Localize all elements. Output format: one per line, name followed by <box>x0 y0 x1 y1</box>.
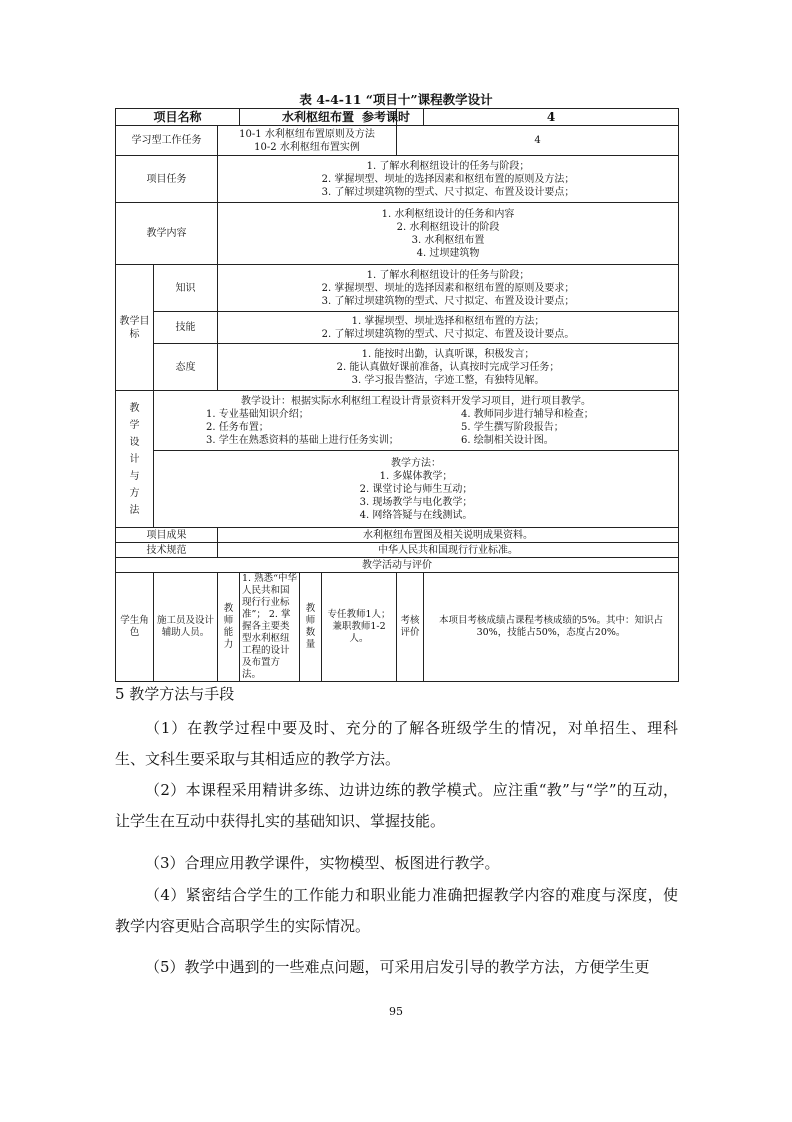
knowledge-item: 2. 掌握坝型、坝址的选择因素和枢纽布置的原则及要求； <box>321 282 575 294</box>
activity-title-row <box>116 558 679 573</box>
skill-item: 2. 了解过坝建筑物的型式、尺寸拟定、布置及设计要点。 <box>321 328 575 340</box>
design-cell <box>154 391 679 451</box>
standards-label: 技术规范 <box>116 543 218 558</box>
design-step: 5. 学生撰写阶段报告； <box>461 421 564 433</box>
section-title: 5 教学方法与手段 <box>115 685 235 703</box>
methods-title: 教学方法： <box>391 457 441 469</box>
teaching-content-label: 教学内容 <box>116 203 218 265</box>
design-row <box>116 391 679 451</box>
project-task-row <box>116 156 679 203</box>
attitude-item: 2. 能认真做好课前准备，认真按时完成学习任务； <box>336 361 560 373</box>
skill-row <box>116 312 679 344</box>
paragraph-2: （2）本课程采用精讲多练、边讲边练的教学模式。应注重“教”与“学”的互动，让学生在互动中获得扎实的基础知识、掌握技能。 <box>115 781 678 830</box>
hours-label: 参考课时 <box>397 109 424 126</box>
method-item: 1. 多媒体教学； <box>379 470 453 482</box>
method-item: 2. 课堂讨论与师生互动； <box>359 483 473 495</box>
methods-row <box>116 451 679 528</box>
project-name-value: 水利枢纽布置 <box>240 109 397 126</box>
paragraph-1: （1）在教学过程中要及时、充分的了解各班级学生的情况，对单招生、理科生、文科生要采取与其相适应的教学方法。 <box>115 719 678 768</box>
teaching-content-row <box>116 203 679 265</box>
design-step: 6. 绘制相关设计图。 <box>461 434 554 446</box>
project-name-label: 项目名称 <box>116 109 240 126</box>
design-method-label: 教学设计与方法 <box>116 391 154 528</box>
work-task-item: 10-2 水利枢纽布置实例 <box>254 141 360 153</box>
page-number: 95 <box>389 1005 403 1018</box>
attitude-list <box>218 344 679 391</box>
knowledge-row <box>116 265 679 312</box>
attitude-row <box>116 344 679 391</box>
work-task-item: 10-1 水利枢纽布置原则及方法 <box>239 128 375 140</box>
results-value: 水利枢纽布置图及相关说明成果资料。 <box>218 528 679 543</box>
work-tasks-list <box>218 126 397 156</box>
content-item: 1. 水利枢纽设计的任务和内容 <box>381 208 515 220</box>
paragraph-4: （4）紧密结合学生的工作能力和职业能力准确把握教学内容的难度与深度，使教学内容更贴合高职学生的实际情况。 <box>115 886 678 935</box>
paragraph-5: （5）教学中遇到的一些难点问题，可采用启发引导的教学方法，方便学生更 <box>145 958 650 976</box>
knowledge-list <box>218 265 679 312</box>
knowledge-item: 3. 了解过坝建筑物的型式、尺寸拟定、布置及设计要点； <box>321 295 575 307</box>
design-steps <box>156 408 676 447</box>
student-role-label: 学生角色 <box>116 573 154 682</box>
results-row <box>116 528 679 543</box>
design-step: 4. 教师同步进行辅导和检查； <box>461 408 594 420</box>
content-item: 2. 水利枢纽设计的阶段 <box>396 221 500 233</box>
attitude-item: 3. 学习报告整洁，字迹工整，有独特见解。 <box>351 374 545 386</box>
content-item: 4. 过坝建筑物 <box>416 247 480 259</box>
standards-row <box>116 543 679 558</box>
work-tasks-row <box>116 126 679 156</box>
knowledge-label: 知识 <box>154 265 218 312</box>
content-item: 3. 水利枢纽布置 <box>411 234 485 246</box>
table-caption: 表 4-4-11 “项目十”课程教学设计 <box>299 92 493 107</box>
assessment-value: 本项目考核成绩占课程考核成绩的5%。其中：知识占30%，技能占50%，态度占20%。 <box>424 573 679 682</box>
skill-label: 技能 <box>154 312 218 344</box>
paragraph-3: （3）合理应用教学课件，实物模型、板图进行教学。 <box>145 854 500 872</box>
knowledge-item: 1. 了解水利枢纽设计的任务与阶段； <box>366 269 530 281</box>
activity-title: 教学活动与评价 <box>116 558 679 573</box>
teaching-content-list <box>218 203 679 265</box>
project-task-item: 2. 掌握坝型、坝址的选择因素和枢纽布置的原则及方法； <box>321 173 575 185</box>
skill-item: 1. 掌握坝型、坝址选择和枢纽布置的方法； <box>351 315 545 327</box>
standards-value: 中华人民共和国现行行业标准。 <box>218 543 679 558</box>
design-step: 2. 任务布置； <box>206 421 269 433</box>
teacher-ability-value: 1. 熟悉“中华人民共和国现行行业标准”； 2. 掌握各主要类型水利枢纽工程的设计及布置方法。 <box>240 573 300 682</box>
design-intro: 教学设计：根据实际水利枢纽工程设计背景资料开发学习项目，进行项目教学。 <box>241 395 591 407</box>
attitude-item: 1. 能按时出勤，认真听课，积极发言； <box>361 348 535 360</box>
assessment-label: 考核评价 <box>397 573 424 682</box>
student-role-value: 施工员及设计辅助人员。 <box>154 573 218 682</box>
design-step: 3. 学生在熟悉资料的基础上进行任务实训； <box>206 434 399 446</box>
results-label: 项目成果 <box>116 528 218 543</box>
project-task-item: 3. 了解过坝建筑物的型式、尺寸拟定、布置及设计要点； <box>321 186 575 198</box>
methods-cell <box>154 451 679 528</box>
work-tasks-hours: 4 <box>397 126 679 156</box>
skill-list <box>218 312 679 344</box>
work-tasks-label: 学习型工作任务 <box>116 126 218 156</box>
project-task-list <box>218 156 679 203</box>
method-item: 3. 现场教学与电化教学； <box>359 496 473 508</box>
teacher-ability-label: 教师能力 <box>218 573 240 682</box>
course-design-table <box>115 108 679 682</box>
attitude-label: 态度 <box>154 344 218 391</box>
method-item: 4. 网络答疑与在线测试。 <box>359 509 473 521</box>
activity-row <box>116 573 679 682</box>
header-row <box>116 109 679 126</box>
project-task-item: 1. 了解水利枢纽设计的任务与阶段； <box>366 160 530 172</box>
objectives-label: 教学目标 <box>116 265 154 391</box>
teacher-count-value: 专任教师1人；兼职教师1-2人。 <box>322 573 397 682</box>
design-step: 1. 专业基础知识介绍； <box>206 408 309 420</box>
hours-value: 4 <box>424 109 679 126</box>
teacher-count-label: 教师数量 <box>300 573 322 682</box>
project-task-label: 项目任务 <box>116 156 218 203</box>
